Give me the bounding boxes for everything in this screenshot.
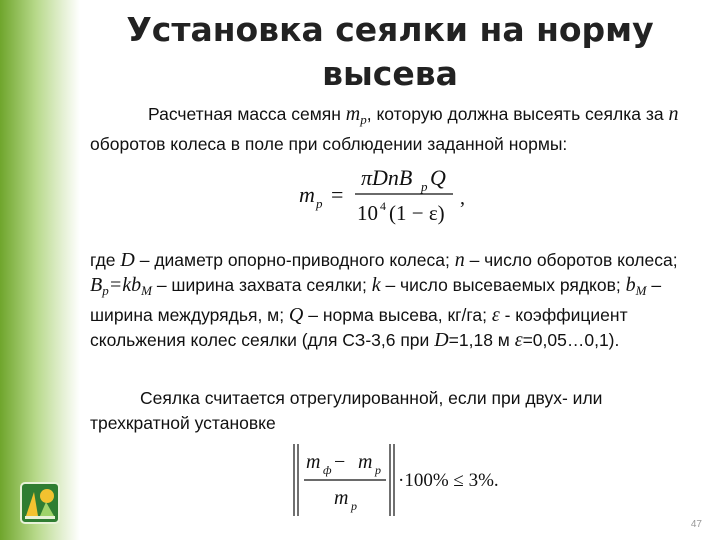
- f2-den: m: [334, 487, 349, 509]
- f1-lhs: m: [299, 182, 315, 207]
- f1-den-paren: (1 − ε): [389, 201, 445, 225]
- tolerance-formula: [290, 440, 530, 520]
- f1-numerator-sub: p: [421, 179, 428, 194]
- page-number: 47: [690, 519, 702, 530]
- f1-lhs-sub: p: [316, 196, 323, 211]
- intro-text-3: оборотов колеса в поле при соблюдении заданной нормы:: [90, 134, 568, 154]
- f2-num-a: m: [306, 451, 321, 473]
- condition-paragraph: [90, 386, 705, 436]
- var-m-sub: p: [360, 112, 367, 127]
- f1-comma: ,: [460, 187, 465, 209]
- var-m: m: [345, 103, 361, 125]
- definitions-paragraph: где D – диаметр опорно-приводного колеса; n – число оборотов колеса; $B_p=kb_M$ – ширина захвата сеялки; k – число высеваемых рядков; $b_M$ – ширина междурядья, м; Q – норма высева, кг/га; ε - коэффициент скольжения колес сеялки (для СЗ-3,6 при D=1,18 м ε=0,05…0,1).: [90, 249, 678, 351]
- f2-den-sub: p: [351, 499, 357, 513]
- f1-numerator: πDnB: [361, 165, 413, 190]
- slide-title: Установка сеялки на норму высева: [126, 10, 654, 93]
- f2-num-b-sub: p: [375, 463, 381, 477]
- f1-numerator-q: Q: [430, 165, 446, 190]
- f2-minus: −: [334, 451, 346, 473]
- f2-tail: ·100% ≤ 3%.: [398, 470, 499, 491]
- condition-text: Сеялка считается отрегулированной, если при двух- или трехкратной установке: [90, 388, 603, 433]
- intro-paragraph: [90, 102, 705, 157]
- seed-mass-formula: [295, 160, 480, 230]
- intro-text-2: , которую должна высеять сеялка за: [366, 104, 669, 124]
- f2-num-b: m: [358, 451, 373, 473]
- intro-text-1: Расчетная масса семян: [148, 104, 346, 124]
- f1-den-base: 10: [357, 201, 378, 225]
- f1-equals: =: [331, 182, 344, 207]
- agro-logo-icon: [20, 482, 60, 524]
- var-n: n: [668, 103, 679, 125]
- f1-den-exp: 4: [380, 199, 386, 213]
- f2-num-a-sub: ф: [323, 463, 332, 477]
- green-sidebar: [0, 0, 80, 540]
